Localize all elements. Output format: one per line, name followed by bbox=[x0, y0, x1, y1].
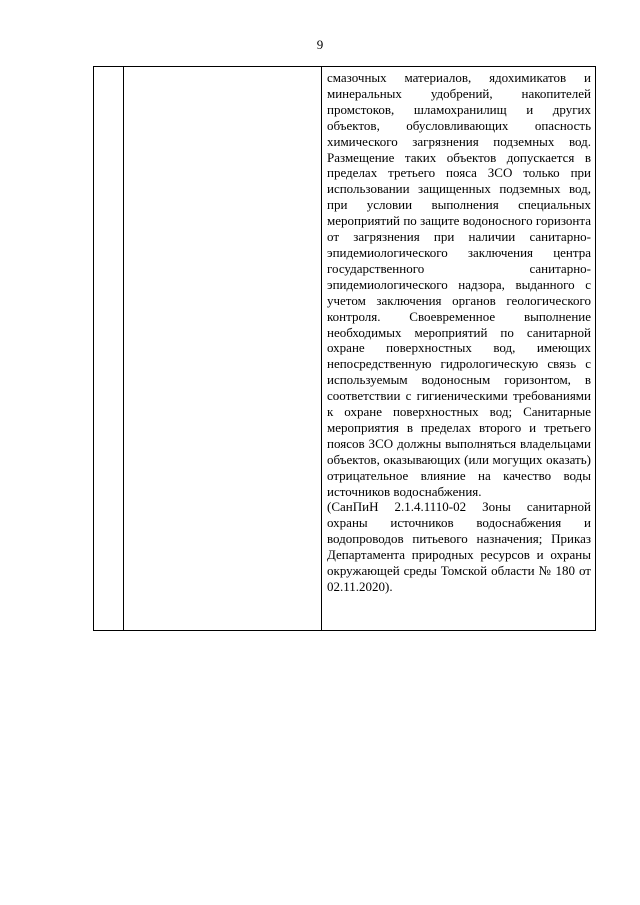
table-cell-description bbox=[322, 67, 596, 631]
table-cell-name bbox=[124, 67, 322, 631]
legal-reference-paragraph: (СанПиН 2.1.4.1110-02 Зоны санитарной охраны источников водоснабжения и водопроводов питьевого назначения; Приказ Департамента природных ресурсов и охраны окружающей среды Томской области № 180 от 02.11.2020). bbox=[327, 499, 591, 594]
description-paragraph: смазочных материалов, ядохимикатов и минеральных удобрений, накопителей промстоков, шламохранилищ и других объектов, обусловливающих опасность химического загрязнения подземных вод. Размещение таких объектов допускается в пределах третьего пояса ЗСО только при использовании защищенных подземных вод, при условии выполнения специальных мероприятий по защите водоносного горизонта от загрязнения при наличии санитарно- эпидемиологического заключения центра государственного санитарно-эпидемиологического надзора, выданного с учетом заключения органов геологического контроля. Своевременное выполнение необходимых мероприятий по санитарной охране поверхностных вод, имеющих непосредственную гидрологическую связь с используемым водоносным горизонтом, в соответствии с гигиеническими требованиями к охране поверхностных вод; Санитарные мероприятия в пределах второго и третьего поясов ЗСО должны выполняться владельцами объектов, оказывающих (или могущих оказать) отрицательное влияние на качество воды источников водоснабжения. bbox=[327, 70, 591, 499]
page-number: 9 bbox=[316, 37, 324, 52]
table-cell-number bbox=[94, 67, 124, 631]
requirements-table bbox=[93, 66, 596, 631]
table-row bbox=[94, 67, 596, 631]
cell-description-text bbox=[322, 67, 595, 595]
